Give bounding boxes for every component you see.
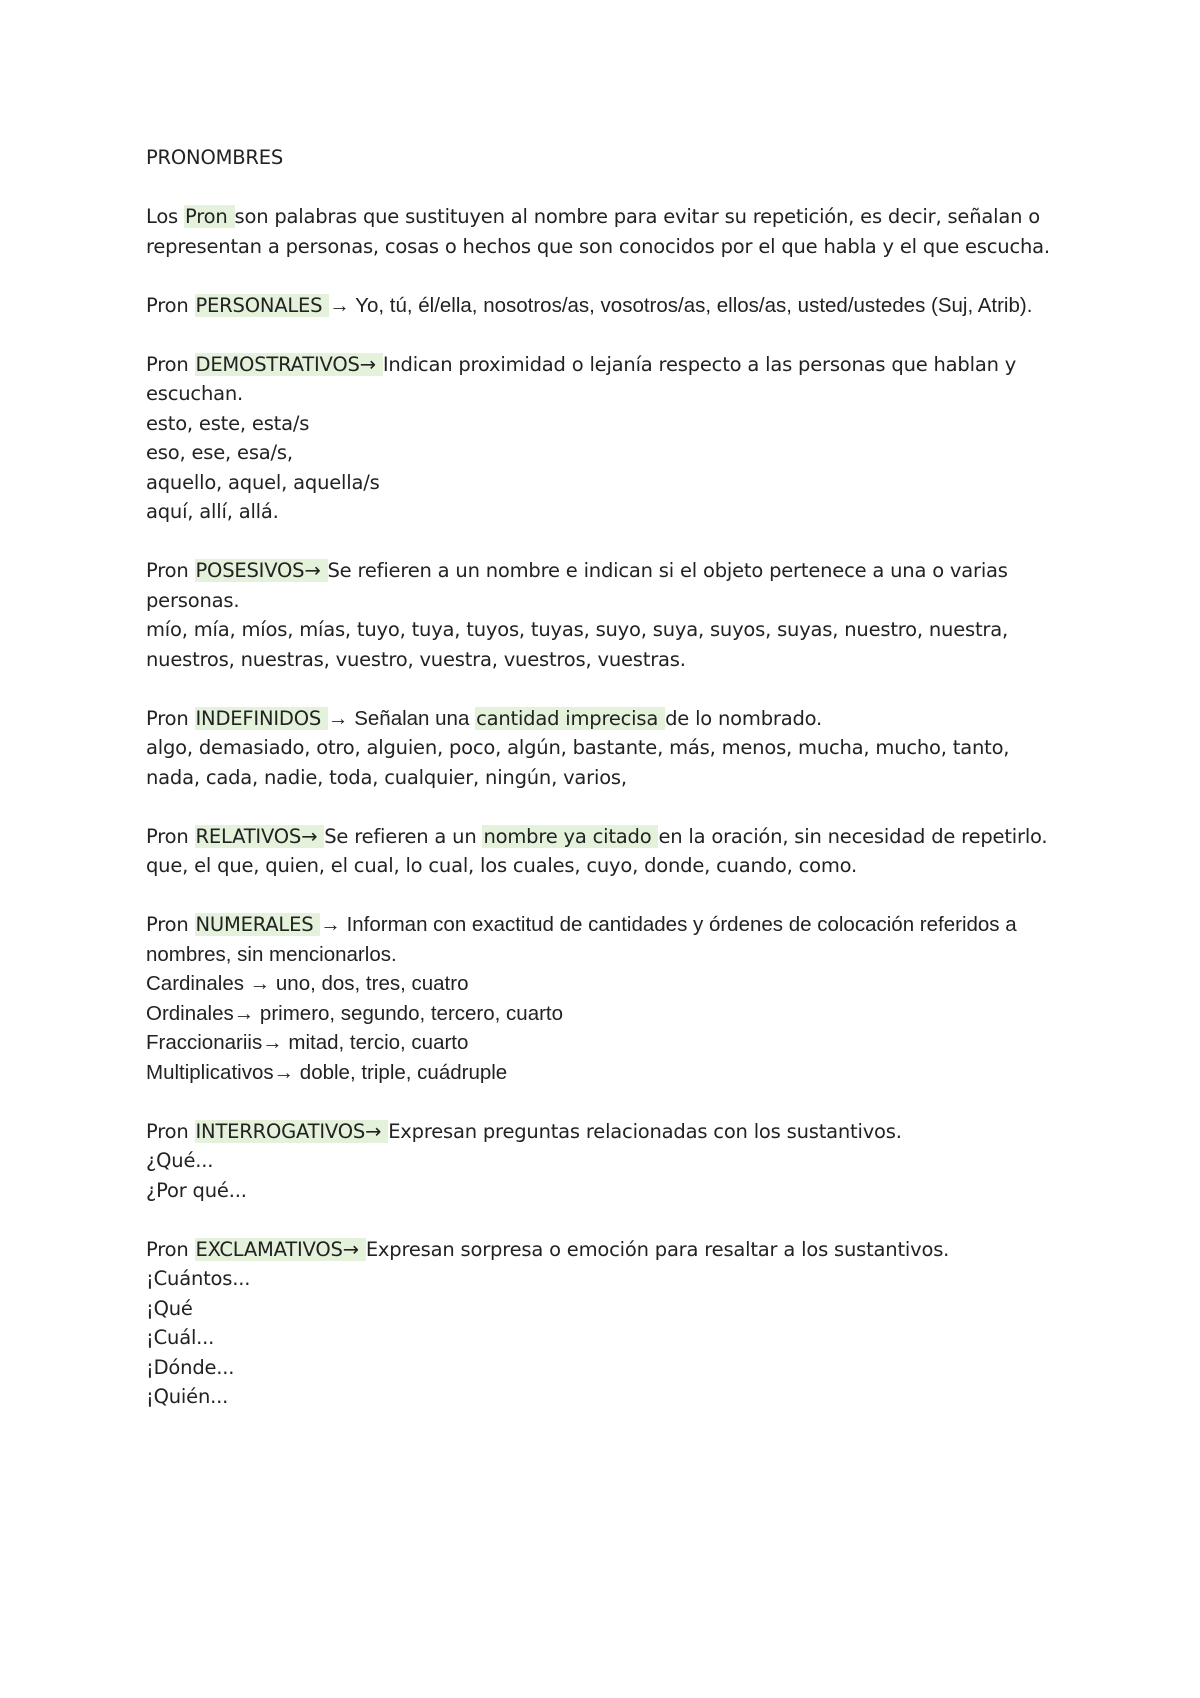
- demostrativos-highlight: DEMOSTRATIVOS→: [195, 352, 382, 376]
- section-posesivos: [146, 556, 1066, 674]
- relativos-mid: Se refieren a un: [324, 824, 483, 848]
- demostrativos-pre: Pron: [146, 352, 195, 376]
- relativos-highlight-2: nombre ya citado: [483, 824, 658, 848]
- posesivos-post: Se refieren a un nombre e indican si el objeto pertenece a una o varias personas.: [146, 559, 1008, 612]
- demostrativos-heading: [146, 350, 1066, 409]
- section-personales: [146, 291, 1066, 321]
- intro-highlight: Pron: [185, 205, 234, 228]
- document-page: [146, 143, 1066, 1441]
- posesivos-heading: [146, 556, 1066, 615]
- interrogativos-line: ¿Por qué...: [146, 1178, 247, 1202]
- posesivos-highlight: POSESIVOS→: [195, 559, 327, 582]
- exclamativos-pre: Pron: [146, 1237, 195, 1261]
- exclamativos-line: ¡Cuál...: [146, 1326, 215, 1349]
- demostrativos-post: Indican proximidad o lejanía respecto a las personas que hablan y escuchan.: [146, 352, 1017, 405]
- exclamativos-heading: [146, 1235, 1066, 1265]
- personales-heading: [146, 291, 1066, 321]
- exclamativos-line: ¡Quién...: [146, 1385, 229, 1408]
- indefinidos-pre: Pron: [146, 706, 195, 730]
- indefinidos-heading: [146, 704, 1066, 734]
- exclamativos-line: ¡Dónde...: [146, 1355, 235, 1379]
- relativos-highlight: RELATIVOS→: [195, 824, 324, 848]
- relativos-post: en la oración, sin necesidad de repetirlo.: [658, 824, 1048, 848]
- demostrativos-line: aquello, aquel, aquella/s: [146, 470, 380, 494]
- indefinidos-highlight-2: cantidad imprecisa: [476, 706, 665, 730]
- interrogativos-line: ¿Qué...: [146, 1149, 214, 1172]
- numerales-heading: [146, 910, 1066, 969]
- numerales-line: Cardinales → uno, dos, tres, cuatro: [146, 972, 469, 995]
- section-intro: [146, 202, 1066, 261]
- exclamativos-highlight: EXCLAMATIVOS→: [195, 1237, 365, 1261]
- numerales-highlight: NUMERALES: [195, 913, 320, 936]
- section-demostrativos: [146, 350, 1066, 527]
- relativos-pre: Pron: [146, 824, 195, 848]
- relativos-line: que, el que, quien, el cual, lo cual, los cuales, cuyo, donde, cuando, como.: [146, 854, 858, 877]
- indefinidos-highlight: INDEFINIDOS: [195, 706, 328, 730]
- intro-paragraph: [146, 202, 1066, 261]
- section-exclamativos: [146, 1235, 1066, 1412]
- document-title: PRONOMBRES: [146, 146, 284, 169]
- personales-highlight: PERSONALES: [195, 293, 329, 317]
- exclamativos-line: ¡Cuántos...: [146, 1267, 251, 1290]
- numerales-line: Fraccionariis→ mitad, tercio, cuarto: [146, 1031, 469, 1054]
- indefinidos-post: de lo nombrado.: [665, 706, 823, 730]
- interrogativos-heading: [146, 1117, 1066, 1147]
- indefinidos-mid: → Señalan una: [328, 706, 476, 730]
- numerales-pre: Pron: [146, 913, 195, 936]
- relativos-heading: [146, 822, 1066, 852]
- intro-pre: Los: [146, 205, 185, 228]
- section-numerales: [146, 910, 1066, 1087]
- interrogativos-highlight: INTERROGATIVOS→: [195, 1119, 388, 1143]
- indefinidos-line: algo, demasiado, otro, alguien, poco, algún, bastante, más, menos, mucha, mucho, tanto, nada, cada, nadie, toda, cualquier, ningún, varios,: [146, 736, 1010, 789]
- interrogativos-post: Expresan preguntas relacionadas con los sustantivos.: [388, 1119, 902, 1143]
- interrogativos-pre: Pron: [146, 1119, 195, 1143]
- section-interrogativos: [146, 1117, 1066, 1206]
- intro-post: son palabras que sustituyen al nombre para evitar su repetición, es decir, señalan o representan a personas, cosas o hechos que son conocidos por el que habla y el que escucha.: [146, 205, 1050, 258]
- numerales-line: Ordinales→ primero, segundo, tercero, cuarto: [146, 1001, 564, 1025]
- section-indefinidos: [146, 704, 1066, 793]
- posesivos-line: mío, mía, míos, mías, tuyo, tuya, tuyos, tuyas, suyo, suya, suyos, suyas, nuestro, nuestra, nuestros, nuestras, vuestro, vuestra, vuestros, vuestras.: [146, 618, 1008, 671]
- numerales-post: → Informan con exactitud de cantidades y órdenes de colocación referidos a nombres, sin mencionarlos.: [146, 913, 1017, 966]
- exclamativos-line: ¡Qué: [146, 1296, 193, 1320]
- exclamativos-post: Expresan sorpresa o emoción para resaltar a los sustantivos.: [365, 1237, 950, 1261]
- demostrativos-line: aquí, allí, allá.: [146, 500, 279, 523]
- personales-post: → Yo, tú, él/ella, nosotros/as, vosotros/as, ellos/as, usted/ustedes (Suj, Atrib).: [329, 293, 1033, 317]
- numerales-line: Multiplicativos→ doble, triple, cuádruple: [146, 1060, 508, 1084]
- posesivos-pre: Pron: [146, 559, 195, 582]
- personales-pre: Pron: [146, 293, 195, 317]
- demostrativos-line: esto, este, esta/s: [146, 411, 310, 435]
- section-relativos: [146, 822, 1066, 881]
- demostrativos-line: eso, ese, esa/s,: [146, 441, 293, 464]
